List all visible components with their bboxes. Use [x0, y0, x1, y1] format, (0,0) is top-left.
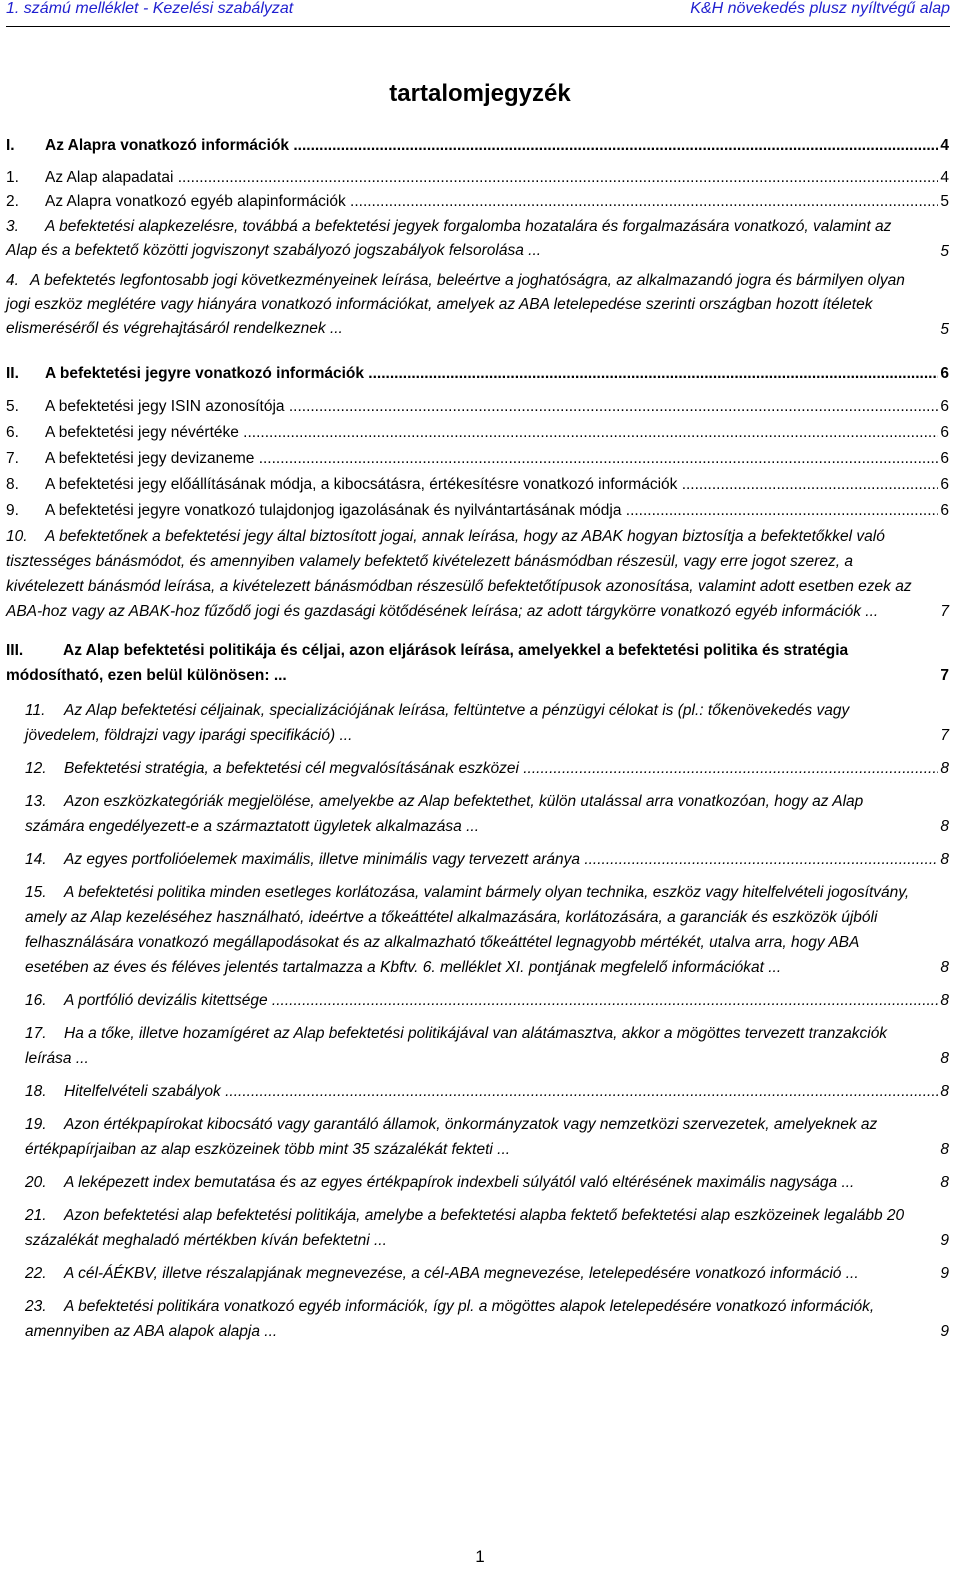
toc-page-number: 9 — [938, 1228, 949, 1253]
toc-text: A befektetési jegyre vonatkozó tulajdonjog igazolásának és nyilvántartásának módja — [45, 502, 622, 519]
toc-text: Azon eszközkategóriák megjelölése, amelyekbe az Alap befektethet, külön utalással arra vonatkozóan, hogy az Alap számára engedélyezett-e a származtatott ügyletek alkalmazása — [25, 793, 864, 835]
toc-text: A befektetési jegyre vonatkozó információk — [45, 365, 364, 382]
toc-text: A befektetési jegy ISIN azonosítója — [45, 398, 285, 415]
toc-text: A befektetési jegy névértéke — [45, 424, 239, 441]
toc-page-number: 6 — [938, 394, 949, 419]
toc-page-number: 8 — [938, 988, 949, 1013]
toc-number: 2. — [6, 193, 19, 210]
toc-entry-11[interactable]: 11. Az Alap befektetési céljainak, specializációjának leírása, feltüntetve a pénzügyi célokat is (pl.: tőkenövekedés vagy jövedelem, földrajzi vagy iparági specifikáció) ... 7 — [6, 698, 949, 748]
toc-entry-9[interactable] — [6, 498, 949, 523]
toc-page-number: 8 — [938, 1170, 949, 1195]
toc-entry-7[interactable] — [6, 446, 949, 471]
toc-entry-6[interactable] — [6, 420, 949, 445]
toc-entry-19[interactable]: 19. Azon értékpapírokat kibocsátó vagy garantáló államok, önkormányzatok vagy nemzetközi szervezetek, amelyeknek az értékpapírjaiban az alap eszközeinek több mint 35 százalékát fekteti ... 8 — [6, 1112, 949, 1162]
toc-page-number: 8 — [938, 955, 949, 980]
toc-entry-14[interactable] — [6, 847, 949, 872]
toc-text: A leképezett index bemutatása és az egyes értékpapírok indexbeli súlyától való eltérésének maximális nagysága — [64, 1174, 838, 1191]
toc-number: 18. — [25, 1083, 47, 1100]
toc-number: 22. — [25, 1265, 47, 1282]
toc-entry-3[interactable]: 3. A befektetési alapkezelésre, továbbá a befektetési jegyek forgalomba hozatalára és forgalmazására vonatkozó, valamint az Alap és a befektető közötti jogviszonyt szabályozó jogszabályok felsorolása ... 5 — [6, 215, 949, 263]
toc-page-number: 4 — [938, 167, 949, 189]
toc-text: A befektetési politikára vonatkozó egyéb információk, így pl. a mögöttes alapok letelepedésére vonatkozó információk, amennyiben az ABA alapok alapja — [25, 1298, 875, 1340]
toc-text: A befektetés legfontosabb jogi következményeinek leírása, beleértve a joghatóságra, az alkalmazandó jogra és bármilyen olyan jogi eszköz meglétére vagy hiányára vonatkozó információkat, amelyek az ABA letelepedése szerinti országban hozott ítéletek elismeréséről és végrehajtásáról rendelkeznek — [6, 272, 905, 337]
toc-text: A cél-ÁÉKBV, illetve részalapjának megnevezése, a cél-ABA megnevezése, letelepedésére vonatkozó információ — [64, 1265, 842, 1282]
toc-number: 7. — [6, 450, 19, 467]
toc-page-number: 9 — [938, 1319, 949, 1344]
toc-page-number: 4 — [938, 135, 949, 157]
toc-entry-21[interactable]: 21. Azon befektetési alap befektetési politikája, amelybe a befektetési alapba fektető befektetési alap eszközeinek legalább 20 százalékát meghaladó mértékben kíván befektetni ... 9 — [6, 1203, 949, 1253]
toc-text: A portfólió devizális kitettsége — [64, 992, 268, 1009]
toc-entry-part-3[interactable]: III. Az Alap befektetési politikája és céljai, azon eljárások leírása, amelyekkel a befektetési politika és stratégia módosítható, ezen belül különösen: ... 7 — [6, 638, 949, 688]
toc-number: 11. — [25, 702, 46, 719]
toc-text: Hitelfelvételi szabályok — [64, 1083, 221, 1100]
toc-entry-22[interactable]: 22. A cél-ÁÉKBV, illetve részalapjának megnevezése, a cél-ABA megnevezése, letelepedésére vonatkozó információ ... 9 — [6, 1261, 949, 1286]
toc-number: 10. — [6, 528, 28, 545]
toc-number: III. — [6, 642, 24, 659]
page-header — [6, 0, 950, 22]
toc-entry-1[interactable] — [6, 167, 949, 189]
toc-title: tartalomjegyzék — [389, 80, 571, 107]
toc-text: A befektetési jegy devizaneme — [45, 450, 255, 467]
toc-text: A befektetési politika minden esetleges korlátozása, valamint bármely olyan technika, eszköz vagy hitelfelvételi jogosítvány, amely az Alap kezeléséhez használható, ideértve a tőkeáttétel alkalmazására, korlátozására, a garanciák és eszközök újbóli felhasználására vonatkozó megállapodásokat és az alkalmazható tőkeáttétel legnagyobb mértékét, utalva arra, hogy ABA esetében az éves és féléves jelentés tartalmazza a Kbftv. 6. melléklet XI. pontjának megfelelő információkat — [25, 884, 910, 976]
toc-page-number: 6 — [938, 472, 949, 497]
toc-number: 4. — [6, 272, 19, 289]
toc-page-number: 7 — [938, 663, 949, 688]
toc-page-number: 6 — [938, 420, 949, 445]
toc-text: Az egyes portfolióelemek maximális, illetve minimális vagy tervezett aránya — [64, 851, 581, 868]
toc-entry-17[interactable]: 17. Ha a tőke, illetve hozamígéret az Alap befektetési politikájával van alátámasztva, akkor a mögöttes tervezett tranzakciók leírása ... 8 — [6, 1021, 949, 1071]
toc-entry-4[interactable]: 4. A befektetés legfontosabb jogi következményeinek leírása, beleértve a joghatóságra, az alkalmazandó jogra és bármilyen olyan jogi eszköz meglétére vagy hiányára vonatkozó információkat, amelyek az ABA letelepedése szerinti országban hozott ítéletek elismeréséről és végrehajtásáról rendelkeznek ... 5 — [6, 269, 949, 341]
toc-text: Az Alap befektetési céljainak, specializációjának leírása, feltüntetve a pénzügyi célokat is (pl.: tőkenövekedés vagy jövedelem, földrajzi vagy iparági specifikáció) — [25, 702, 850, 744]
toc-page-number: 8 — [938, 847, 949, 872]
toc-number: 19. — [25, 1116, 47, 1133]
toc-number: 9. — [6, 502, 19, 519]
toc-page-number: 8 — [938, 756, 949, 781]
toc-page-number: 6 — [938, 498, 949, 523]
toc-number: 14. — [25, 851, 47, 868]
toc-text: Az Alap befektetési politikája és céljai, azon eljárások leírása, amelyekkel a befektetési politika és stratégia módosítható, ezen belül különösen: — [6, 642, 849, 684]
table-of-contents — [6, 135, 949, 1344]
toc-entry-part-2[interactable] — [6, 361, 949, 386]
toc-page-number: 8 — [938, 814, 949, 839]
toc-text: A befektetési jegy előállításának módja, a kibocsátásra, értékesítésre vonatkozó információk — [45, 476, 678, 493]
toc-entry-12[interactable] — [6, 756, 949, 781]
toc-number: 12. — [25, 760, 47, 777]
toc-text: Az Alap alapadatai — [45, 169, 174, 186]
toc-entry-10[interactable]: 10. A befektetőnek a befektetési jegy által biztosított jogai, annak leírása, hogy az ABAK hogyan biztosítja a befektetőkkel való tisztességes bánásmódot, és amennyiben valamely befektető kivételezett bánásmódban részesül, vagy erre jogot szerez, a kivételezett bánásmód leírása, a kivételezett bánásmódban részesülő befektetőtípusok azonosítása, valamint adott esetben ezek az ABA-hoz vagy az ABAK-hoz fűződő jogi és gazdasági kötődésének leírása; az adott tárgykörre vonatkozó egyéb információk ... 7 — [6, 524, 949, 624]
toc-number: 20. — [25, 1174, 47, 1191]
toc-text: Azon értékpapírokat kibocsátó vagy garantáló államok, önkormányzatok vagy nemzetközi szervezetek, amelyeknek az értékpapírjaiban az alap eszközeinek több mint 35 százalékát fekteti — [25, 1116, 878, 1158]
toc-entry-23[interactable]: 23. A befektetési politikára vonatkozó egyéb információk, így pl. a mögöttes alapok letelepedésére vonatkozó információk, amennyiben az ABA alapok alapja ... 9 — [6, 1294, 949, 1344]
toc-text: Az Alapra vonatkozó egyéb alapinformációk — [45, 193, 346, 210]
toc-page-number: 7 — [938, 599, 949, 624]
toc-entry-8[interactable] — [6, 472, 949, 497]
toc-number: II. — [6, 365, 19, 382]
toc-page-number: 5 — [938, 191, 949, 213]
toc-page-number: 5 — [938, 241, 949, 263]
toc-number: 8. — [6, 476, 19, 493]
toc-entry-18[interactable] — [6, 1079, 949, 1104]
toc-entry-2[interactable] — [6, 191, 949, 213]
toc-text: Azon befektetési alap befektetési politikája, amelybe a befektetési alapba fektető befektetési alap eszközeinek legalább 20 százalékát meghaladó mértékben kíván befektetni — [25, 1207, 905, 1249]
toc-page-number: 7 — [938, 723, 949, 748]
toc-text: A befektetési alapkezelésre, továbbá a befektetési jegyek forgalomba hozatalára és forgalmazására vonatkozó, valamint az Alap és a befektető közötti jogviszonyt szabályozó jogszabályok felsorolása — [6, 218, 892, 259]
toc-page-number: 8 — [938, 1046, 949, 1071]
toc-entry-20[interactable]: 20. A leképezett index bemutatása és az egyes értékpapírok indexbeli súlyától való eltérésének maximális nagysága ... 8 — [6, 1170, 949, 1195]
toc-page-number: 8 — [938, 1137, 949, 1162]
toc-number: 15. — [25, 884, 47, 901]
toc-number: 17. — [25, 1025, 47, 1042]
toc-page-number: 5 — [938, 319, 949, 341]
toc-page-number: 9 — [938, 1261, 949, 1286]
toc-entry-15[interactable]: 15. A befektetési politika minden esetleges korlátozása, valamint bármely olyan technika, eszköz vagy hitelfelvételi jogosítvány, amely az Alap kezeléséhez használható, ideértve a tőkeáttétel alkalmazására, korlátozására, a garanciák és eszközök újbóli felhasználására vonatkozó megállapodásokat és az alkalmazható tőkeáttétel legnagyobb mértékét, utalva arra, hogy ABA esetében az éves és féléves jelentés tartalmazza a Kbftv. 6. melléklet XI. pontjának megfelelő információkat ... 8 — [6, 880, 949, 980]
toc-entry-13[interactable]: 13. Azon eszközkategóriák megjelölése, amelyekbe az Alap befektethet, külön utalással arra vonatkozóan, hogy az Alap számára engedélyezett-e a származtatott ügyletek alkalmazása ... 8 — [6, 789, 949, 839]
toc-number: 16. — [25, 992, 47, 1009]
toc-number: 13. — [25, 793, 47, 810]
header-left-text: 1. számú melléklet - Kezelési szabályzat — [6, 0, 294, 17]
toc-number: 6. — [6, 424, 19, 441]
toc-number: 23. — [25, 1298, 47, 1315]
toc-number: I. — [6, 137, 15, 154]
toc-text: Befektetési stratégia, a befektetési cél megvalósításának eszközei — [64, 760, 519, 777]
toc-number: 3. — [6, 218, 19, 235]
toc-number: 5. — [6, 398, 19, 415]
toc-entry-16[interactable] — [6, 988, 949, 1013]
toc-text: A befektetőnek a befektetési jegy által biztosított jogai, annak leírása, hogy az ABAK hogyan biztosítja a befektetőkkel való tisztességes bánásmódot, és amennyiben valamely befektető kivételezett bánásmódban részesül, vagy erre jogot szerez, a kivételezett bánásmód leírása, a kivételezett bánásmódban részesülő befektetőtípusok azonosítása, valamint adott esetben ezek az ABA-hoz vagy az ABAK-hoz fűződő jogi és gazdasági kötődésének leírása; az adott tárgykörre vonatkozó egyéb információk — [6, 528, 912, 620]
toc-page-number: 6 — [938, 361, 949, 386]
toc-page-number: 6 — [938, 446, 949, 471]
toc-page-number: 8 — [938, 1079, 949, 1104]
toc-text: Ha a tőke, illetve hozamígéret az Alap befektetési politikájával van alátámasztva, akkor a mögöttes tervezett tranzakciók leírása — [25, 1025, 888, 1067]
toc-number: 21. — [25, 1207, 47, 1224]
page-footer-number: 1 — [475, 1547, 485, 1566]
toc-entry-5[interactable] — [6, 394, 949, 419]
toc-text: Az Alapra vonatkozó információk — [45, 137, 290, 154]
toc-number: 1. — [6, 169, 19, 186]
header-rule — [6, 26, 950, 27]
toc-entry-part-1[interactable] — [6, 135, 949, 157]
header-right-text: K&H növekedés plusz nyíltvégű alap — [690, 0, 950, 17]
